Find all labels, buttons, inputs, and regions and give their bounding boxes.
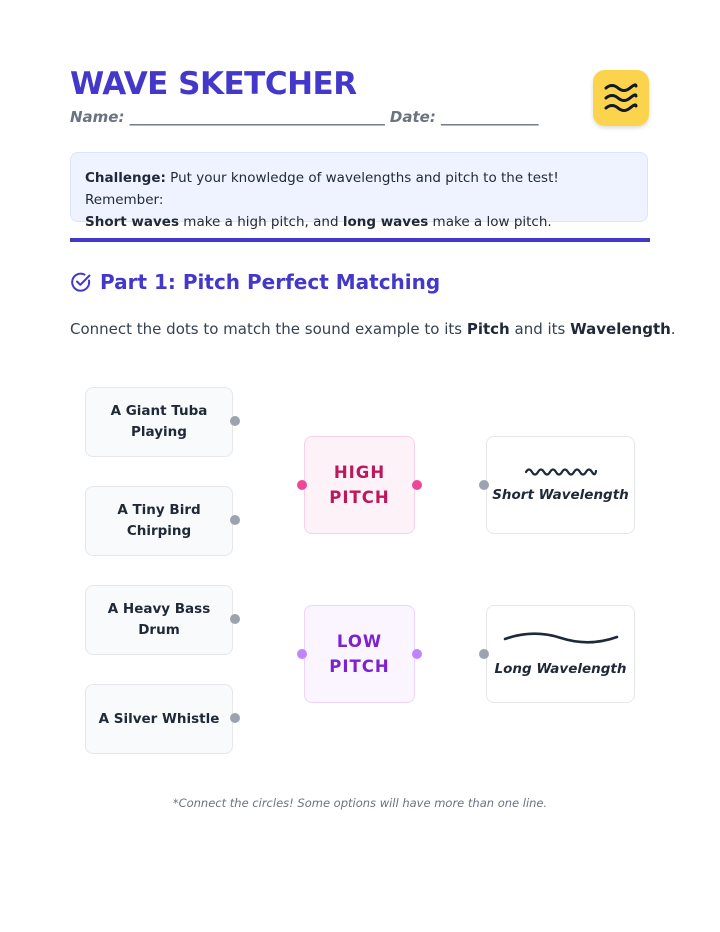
example-dot-drum[interactable]: [230, 614, 240, 624]
high-pitch-right-dot[interactable]: [412, 480, 422, 490]
long-waves-term: long waves: [342, 214, 429, 230]
high-pitch-card: HIGH PITCH: [304, 436, 415, 534]
challenge-mid: make a high pitch, and: [179, 214, 343, 230]
high-pitch-left-dot[interactable]: [297, 480, 307, 490]
check-circle-icon: [70, 271, 92, 293]
long-wavelength-card: [486, 605, 635, 703]
section-title: Part 1: Pitch Perfect Matching: [100, 270, 441, 294]
footnote: *Connect the circles! Some options will have more than one line.: [172, 796, 548, 810]
short-waves-term: Short waves: [85, 214, 179, 230]
challenge-end: make a low pitch.: [428, 214, 552, 230]
instruction-pitch: Pitch: [466, 320, 510, 338]
instruction-wavelength: Wavelength: [570, 320, 671, 338]
wave-icon: [603, 82, 639, 114]
worksheet-title: WAVE SKETCHER: [70, 66, 357, 102]
instruction-suffix: .: [670, 320, 676, 338]
example-card-bird: A Tiny Bird Chirping: [85, 486, 233, 556]
instruction-prefix: Connect the dots to match the sound example to its: [70, 320, 467, 338]
example-dot-bird[interactable]: [230, 515, 240, 525]
challenge-label: Challenge:: [85, 170, 166, 186]
instruction-middle: and its: [509, 320, 571, 338]
short-wavelength-card: [486, 436, 635, 534]
instruction-text: [70, 320, 676, 338]
low-pitch-left-dot[interactable]: [297, 649, 307, 659]
example-dot-tuba[interactable]: [230, 416, 240, 426]
short-wave-icon: [524, 465, 598, 479]
example-dot-whistle[interactable]: [230, 713, 240, 723]
name-date-line[interactable]: Name: __________________________________ Date: _____________: [70, 108, 539, 126]
example-card-drum: A Heavy Bass Drum: [85, 585, 233, 655]
short-wavelength-dot[interactable]: [479, 480, 489, 490]
challenge-text: Put your knowledge of wavelengths and pitch to the test! Remember:: [85, 170, 559, 208]
long-wave-icon: [503, 629, 619, 647]
challenge-callout: [70, 152, 648, 230]
long-wavelength-label: Long Wavelength: [494, 660, 627, 677]
low-pitch-right-dot[interactable]: [412, 649, 422, 659]
section-heading: [70, 270, 440, 294]
example-card-tuba: A Giant Tuba Playing: [85, 387, 233, 457]
logo: [593, 70, 649, 126]
low-pitch-card: LOW PITCH: [304, 605, 415, 703]
short-wavelength-label: Short Wavelength: [492, 486, 629, 503]
long-wavelength-dot[interactable]: [479, 649, 489, 659]
example-card-whistle: A Silver Whistle: [85, 684, 233, 754]
section-divider: [70, 238, 650, 242]
